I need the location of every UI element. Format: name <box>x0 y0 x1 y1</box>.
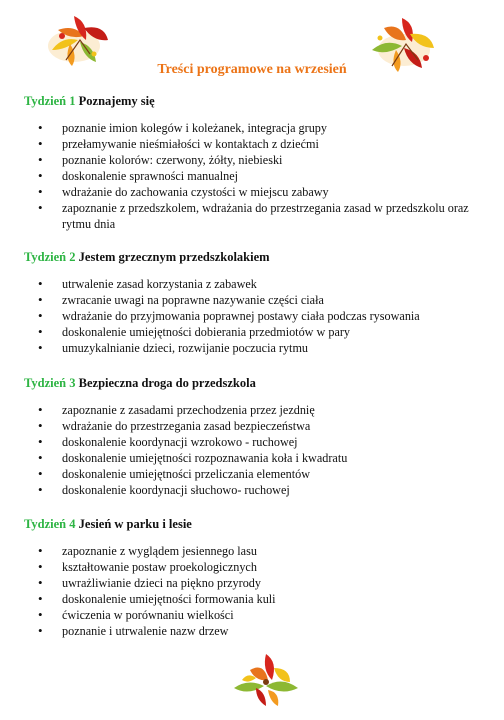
list-item: • kształtowanie postaw proekologicznych <box>38 559 474 575</box>
list-item: • doskonalenie umiejętności przeliczania elementów <box>38 466 474 482</box>
list-item: • zapoznanie z przedszkolem, wdrażania do przestrzegania zasad w przedszkolu oraz rytmu dnia <box>38 200 474 232</box>
list-item: • przełamywanie nieśmiałości w kontaktach z dziećmi <box>38 136 474 152</box>
list-item: • doskonalenie sprawności manualnej <box>38 168 474 184</box>
week-3-list <box>38 402 474 498</box>
list-item: • zapoznanie z zasadami przechodzenia przez jezdnię <box>38 402 474 418</box>
list-item: • doskonalenie umiejętności dobierania przedmiotów w pary <box>38 324 474 340</box>
page-title: Treści programowe na wrzesień <box>157 62 347 77</box>
list-item: • doskonalenie umiejętności formowania kuli <box>38 591 474 607</box>
list-item: • zwracanie uwagi na poprawne nazywanie części ciała <box>38 292 474 308</box>
list-item: • doskonalenie koordynacji słuchowo- ruchowej <box>38 482 474 498</box>
list-item: • umuzykalnianie dzieci, rozwijanie poczucia rytmu <box>38 340 474 356</box>
week-1-list <box>38 120 474 232</box>
list-item: • wdrażanie do przestrzegania zasad bezpieczeństwa <box>38 418 474 434</box>
week-title: Poznajemy się <box>78 94 155 108</box>
list-item: • poznanie imion kolegów i koleżanek, integracja grupy <box>38 120 474 136</box>
list-item: • doskonalenie umiejętności rozpoznawania koła i kwadratu <box>38 450 474 466</box>
week-heading-4 <box>24 517 192 532</box>
week-label: Tydzień 4 <box>24 517 76 531</box>
autumn-leaves-bottom-icon <box>228 648 304 710</box>
list-item: • wdrażanie do zachowania czystości w miejscu zabawy <box>38 184 474 200</box>
week-4-list <box>38 543 474 639</box>
week-title: Jestem grzecznym przedszkolakiem <box>78 250 270 264</box>
week-heading-2 <box>24 250 270 265</box>
list-item: • doskonalenie koordynacji wzrokowo - ruchowej <box>38 434 474 450</box>
list-item: • poznanie kolorów: czerwony, żółty, niebieski <box>38 152 474 168</box>
week-label: Tydzień 1 <box>24 94 76 108</box>
week-title: Bezpieczna droga do przedszkola <box>78 376 256 390</box>
list-item: • uwrażliwianie dzieci na piękno przyrody <box>38 575 474 591</box>
list-item: • utrwalenie zasad korzystania z zabawek <box>38 276 474 292</box>
week-label: Tydzień 2 <box>24 250 76 264</box>
week-label: Tydzień 3 <box>24 376 76 390</box>
week-2-list <box>38 276 474 356</box>
week-heading-3 <box>24 376 256 391</box>
list-item: • ćwiczenia w porównaniu wielkości <box>38 607 474 623</box>
week-title: Jesień w parku i lesie <box>78 517 192 531</box>
week-heading-1 <box>24 94 155 109</box>
list-item: • wdrażanie do przyjmowania poprawnej postawy ciała podczas rysowania <box>38 308 474 324</box>
list-item: • poznanie i utrwalenie nazw drzew <box>38 623 474 639</box>
list-item: • zapoznanie z wyglądem jesiennego lasu <box>38 543 474 559</box>
